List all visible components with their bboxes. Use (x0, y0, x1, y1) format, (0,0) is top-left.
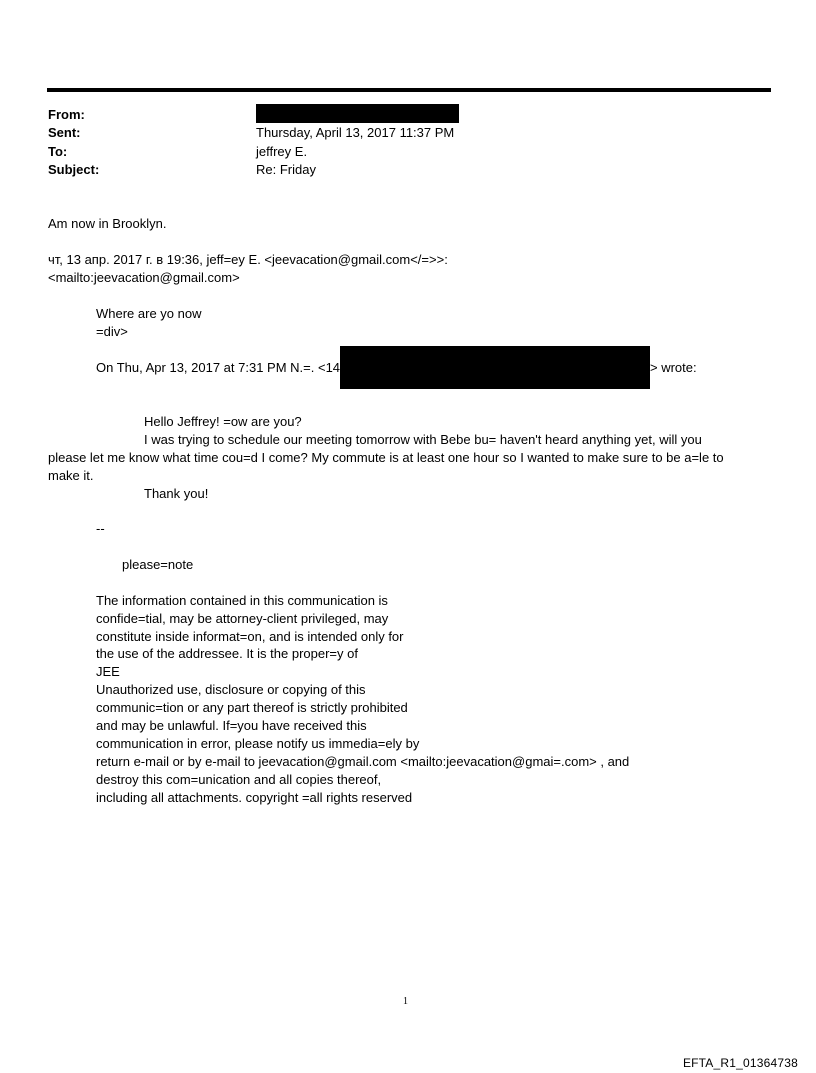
to-label: To: (48, 144, 68, 159)
disclaimer-line: including all attachments. copyright =all rights reserved (96, 790, 413, 805)
commute-line: please let me know what time cou=d I come? My commute is at least one hour so I wanted to make sure to be a=le to (48, 450, 724, 465)
quote-attribution: чт, 13 апр. 2017 г. в 19:36, jeff=ey E. <jeevacation@gmail.com</=>>: (48, 252, 448, 267)
page-number: 1 (403, 996, 408, 1007)
sent-value: Thursday, April 13, 2017 11:37 PM (256, 125, 455, 140)
make-it-line: make it. (48, 468, 94, 483)
sent-label: Sent: (48, 125, 81, 140)
from-label: From: (48, 107, 85, 122)
on-thu-prefix: On Thu, Apr 13, 2017 at 7:31 PM N.=. <14 (96, 360, 341, 375)
disclaimer-line: constitute inside informat=on, and is intended only for (96, 629, 404, 644)
disclaimer-line: and may be unlawful. If=you have received this (96, 718, 367, 733)
signature-separator: -- (96, 521, 105, 536)
subject-label: Subject: (48, 162, 100, 177)
please-note: please=note (122, 557, 194, 572)
disclaimer-line: communic=tion or any part thereof is strictly prohibited (96, 700, 408, 715)
header-rule (47, 88, 771, 92)
from-redaction (256, 104, 459, 123)
div-line: =div> (96, 324, 128, 339)
on-thu-suffix: > wrote: (650, 360, 697, 375)
email-redaction (340, 346, 650, 389)
disclaimer-line: confide=tial, may be attorney-client privileged, may (96, 611, 389, 626)
disclaimer-line: Unauthorized use, disclosure or copying of this (96, 682, 366, 697)
disclaimer-line: JEE (96, 664, 120, 679)
where-line: Where are yo now (96, 306, 202, 321)
quote-mailto: <mailto:jeevacation@gmail.com> (48, 270, 240, 285)
thank-you-line: Thank you! (144, 486, 209, 501)
bates-number: EFTA_R1_01364738 (682, 1056, 798, 1070)
schedule-line: I was trying to schedule our meeting tomorrow with Bebe bu= haven't heard anything yet, will you (144, 432, 702, 447)
disclaimer-line: The information contained in this communication is (96, 593, 388, 608)
reply-text: Am now in Brooklyn. (48, 216, 167, 231)
to-value: jeffrey E. (256, 144, 308, 159)
disclaimer-line: communication in error, please notify us immedia=ely by (96, 736, 420, 751)
disclaimer-line: return e-mail or by e-mail to jeevacation@gmail.com <mailto:jeevacation@gmai=.com> , and (96, 754, 630, 769)
disclaimer-line: destroy this com=unication and all copies thereof, (96, 772, 382, 787)
hello-line: Hello Jeffrey! =ow are you? (144, 414, 302, 429)
disclaimer-line: the use of the addressee. It is the proper=y of (96, 646, 358, 661)
subject-value: Re: Friday (256, 162, 316, 177)
